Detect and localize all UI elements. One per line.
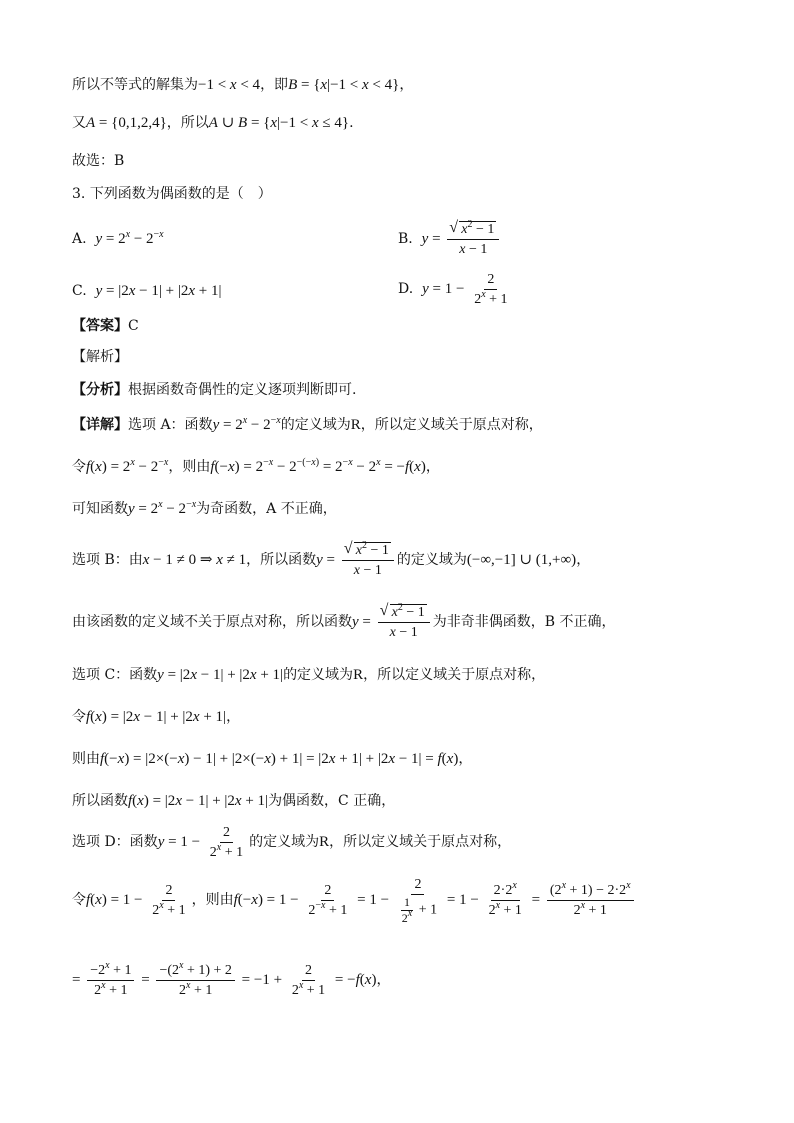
option-d-formula: y = 1 − $\frac{2}{2^x + 1}$ [422,272,508,307]
math-a-func-2: $y = 2^x - 2^{-x}$ [128,499,197,517]
text: 令 [72,459,86,475]
so-c-line [72,792,395,810]
math-b-domain: (−∞,−1] ∪ (1,+∞) [466,551,577,568]
text: ，则由 [191,891,234,908]
option-c [72,282,221,300]
domain-r-d: R [319,833,330,850]
option-b-formula: y = √ $\frac{x^2 - 1}{x - 1}$ [422,231,503,247]
option-c-formula: y = |2x − 1| + |2x + 1| [95,283,222,299]
fenxi-text: 根据函数奇偶性的定义逐项判断即可. [128,382,357,398]
b-conc-line [72,604,616,641]
option-b-label: B. [398,230,413,247]
line-union [72,114,354,132]
fenxi-line [72,381,356,399]
analysis-tag: 【解析】 [72,349,128,365]
domain-r: R [350,417,361,433]
text: ，所以函数 [246,551,317,568]
math-fx-d: f(x) = 1 − $\frac{2}{2^x + 1}$ [86,883,186,918]
question-number: 3. [72,186,86,202]
math-f-neg-x-a: $f(-x) = 2^{-x} - 2^{-(-x)} = 2^{-x} - 2^x = -f(x)$ [210,457,426,475]
math-union: A ∪ B = {x|−1 < x ≤ 4} [208,115,350,131]
text: ，所以定义域关于原点对称， [363,667,546,683]
math-set-a: A = {0,1,2,4} [86,115,167,131]
math-b-func: y = √ $\frac{x^2 - 1}{x - 1}$ [316,552,397,568]
text: 为奇函数，A 不正确， [196,501,337,517]
text: ，所以 [166,115,209,131]
question-3 [72,185,272,203]
let-a-line [72,458,440,476]
let-d-line [72,876,637,925]
text: 选项 C：函数 [72,667,158,683]
text: 选项 D：函数 [72,833,158,850]
text: ，则由 [168,459,211,475]
option-d [398,271,514,308]
answer-value: C [128,318,139,334]
math-f-neg-x-c: f(−x) = |2×(−x) − 1| + |2×(−x) + 1| = |2x + 1| + |2x − 1| = f(x) [100,751,459,767]
text: 选项 A：函数 [128,417,213,433]
text: ， [226,709,241,725]
line-solution-set [72,76,413,94]
math-set-b: B = {x|−1 < x < 4} [288,77,400,93]
answer-line [72,317,139,335]
text: 令 [72,709,86,725]
question-text: 下列函数为偶函数的是（ ） [89,186,272,202]
text: 可知函数 [72,501,128,517]
text: 的定义域为 [396,551,467,568]
option-c-label: C. [72,283,87,299]
text: ，即 [260,77,289,93]
math-b-func-2: y = √ $\frac{x^2 - 1}{x - 1}$ [352,614,433,630]
math-inequality: −1 < x < 4 [198,77,261,93]
text: 的定义域为 [249,833,320,850]
text: 为偶函数，C 正确， [268,793,396,809]
text: ， [576,551,591,568]
text: 由该函数的定义域不关于原点对称，所以函数 [72,613,352,630]
text: ， [458,751,473,767]
fenxi-tag: 【分析】 [72,382,128,398]
text: . [349,115,354,131]
option-d-label: D. [398,280,414,297]
domain-r-c: R [353,667,364,683]
opt-c-line [72,666,545,684]
text: ，所以定义域关于原点对称， [360,417,543,433]
then-c-line [72,750,472,768]
math-b-cond: x − 1 ≠ 0 ⇒ x ≠ 1 [142,551,247,568]
text: 所以函数 [72,793,128,809]
text: 所以不等式的解集为 [72,77,198,93]
options-row-1 [72,230,722,248]
text: ， [425,459,440,475]
detail-a-line [72,416,543,434]
opt-d-line [72,824,511,861]
text: ， [399,77,414,93]
text: 令 [72,891,86,908]
option-a-formula: $y = 2^x - 2^{-x}$ [95,229,164,247]
text: 则由 [72,751,100,767]
math-fx-c: f(x) = |2x − 1| + |2x + 1| [86,709,227,725]
line-choice-b: 故选：B [72,153,125,169]
option-b [398,221,502,258]
math-c-func: y = |2x − 1| + |2x + 1| [157,667,284,683]
math-fx-c-2: f(x) = |2x − 1| + |2x + 1| [128,793,269,809]
let-c-line [72,708,240,726]
text: 为非奇非偶函数，B 不正确， [432,613,616,630]
opt-b-line [72,542,590,579]
math-final: = $\frac{-2^x + 1}{2^x + 1}$ = $\frac{-(2^x + 1) + 2}{2^x + 1}$ = −1 + $\frac{2}{2^x + 1}$ = −f(x) [72,960,377,998]
math-f-neg-x-d: f(−x) = 1 − $\frac{2}{2^{-x} + 1}$ = 1 − 2 $\frac{1}{2^x}$ + 1 = 1 − $\frac{2\cdot 2^x}{2^x + 1}$ = $\frac{(2^x + 1) - 2\cdot 2^x}{2^x + 1}$ [234,892,637,908]
text: 又 [72,115,86,131]
text: 的定义域为 [280,417,351,433]
math-a-func: $y = 2^x - 2^{-x}$ [212,415,281,433]
text: 选项 B：由 [72,551,143,568]
math-fx-a: $f(x) = 2^x - 2^{-x}$ [86,457,169,475]
text: ， [376,971,391,988]
option-a-label: A. [72,231,87,247]
math-d-func: y = 1 − $\frac{2}{2^x + 1}$ [157,825,244,860]
text: 的定义域为 [283,667,354,683]
text: ，所以定义域关于原点对称， [329,833,512,850]
detail-tag: 【详解】 [72,417,128,433]
answer-tag: 【答案】 [72,318,128,334]
final-line [72,962,390,999]
know-a-line [72,500,337,518]
